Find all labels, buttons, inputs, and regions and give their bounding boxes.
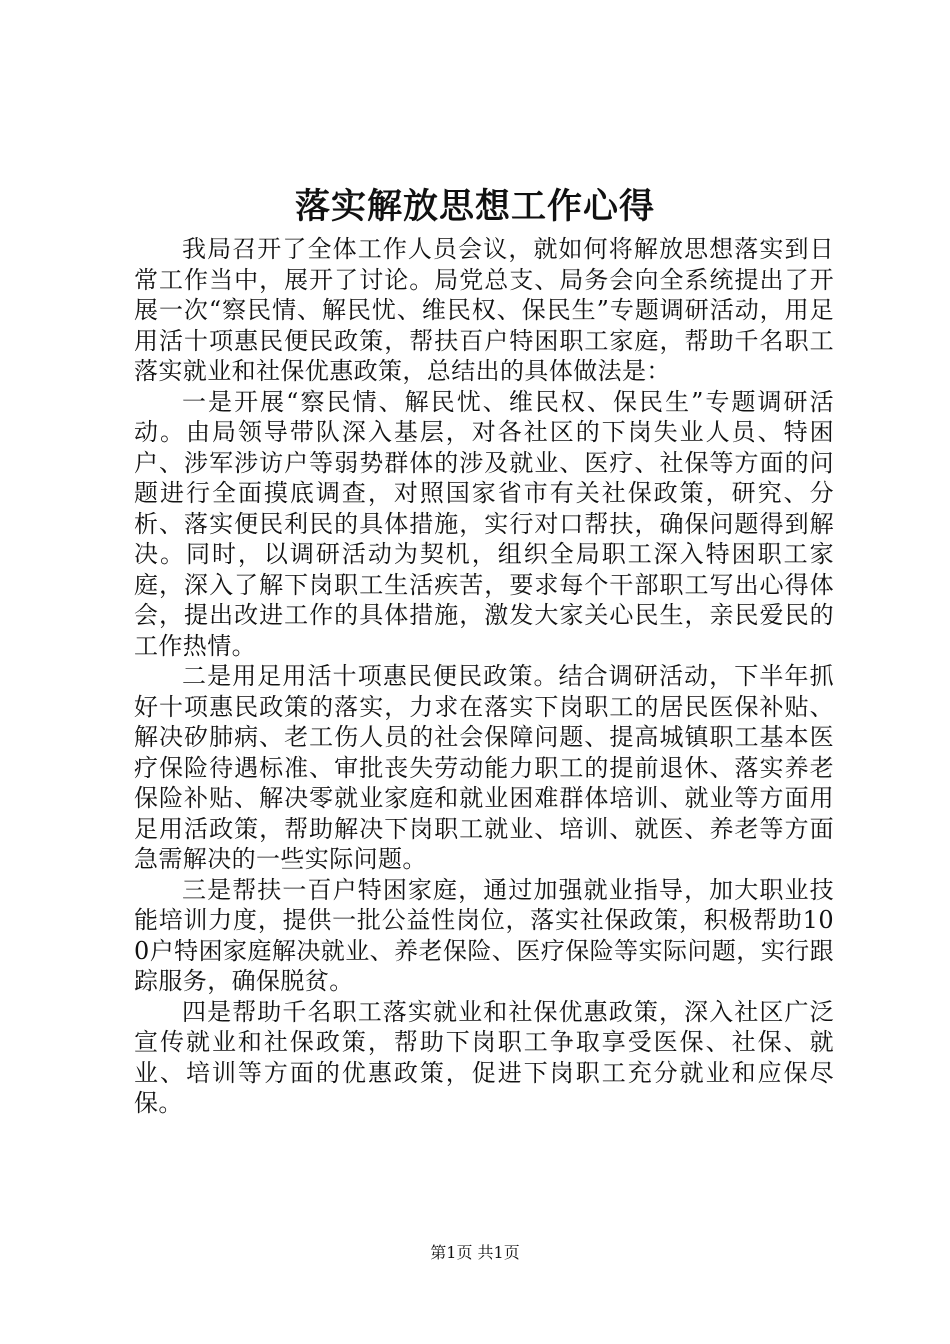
document-body xyxy=(134,234,834,1119)
paragraph-point-three: 三是帮扶一百户特困家庭，通过加强就业指导，加大职业技能培训力度，提供一批公益性岗位，落实社保政策，积极帮助100户特困家庭解决就业、养老保险、医疗保险等实际问题，实行跟踪服务，确保脱贫。 xyxy=(134,875,834,995)
document-title: 落实解放思想工作心得 xyxy=(294,186,655,227)
paragraph-point-four: 四是帮助千名职工落实就业和社保优惠政策，深入社区广泛宣传就业和社保政策，帮助下岗职工争取享受医保、社保、就业、培训等方面的优惠政策，促进下岗职工充分就业和应保尽保。 xyxy=(134,997,834,1117)
page-footer: 第1页 共1页 xyxy=(430,1243,520,1262)
paragraph-point-one: 一是开展“察民情、解民忧、维民权、保民生”专题调研活动。由局领导带队深入基层，对各社区的下岗失业人员、特困户、涉军涉访户等弱势群体的涉及就业、医疗、社保等方面的问题进行全面摸底调查，对照国家省市有关社保政策，研究、分析、落实便民利民的具体措施，实行对口帮扶，确保问题得到解决。同时，以调研活动为契机，组织全局职工深入特困职工家庭，深入了解下岗职工生活疾苦，要求每个干部职工写出心得体会，提出改进工作的具体措施，激发大家关心民生，亲民爱民的工作热情。 xyxy=(134,387,834,660)
paragraph-point-two: 二是用足用活十项惠民便民政策。结合调研活动，下半年抓好十项惠民政策的落实，力求在落实下岗职工的居民医保补贴、解决矽肺病、老工伤人员的社会保障问题、提高城镇职工基本医疗保险待遇标准、审批丧失劳动能力职工的提前退休、落实养老保险补贴、解决零就业家庭和就业困难群体培训、就业等方面用足用活政策，帮助解决下岗职工就业、培训、就医、养老等方面急需解决的一些实际问题。 xyxy=(134,662,834,873)
paragraph-intro: 我局召开了全体工作人员会议，就如何将解放思想落实到日常工作当中，展开了讨论。局党总支、局务会向全系统提出了开展一次“察民情、解民忧、维民权、保民生”专题调研活动，用足用活十项惠民便民政策，帮扶百户特困职工家庭，帮助千名职工落实就业和社保优惠政策，总结出的具体做法是： xyxy=(134,235,834,385)
